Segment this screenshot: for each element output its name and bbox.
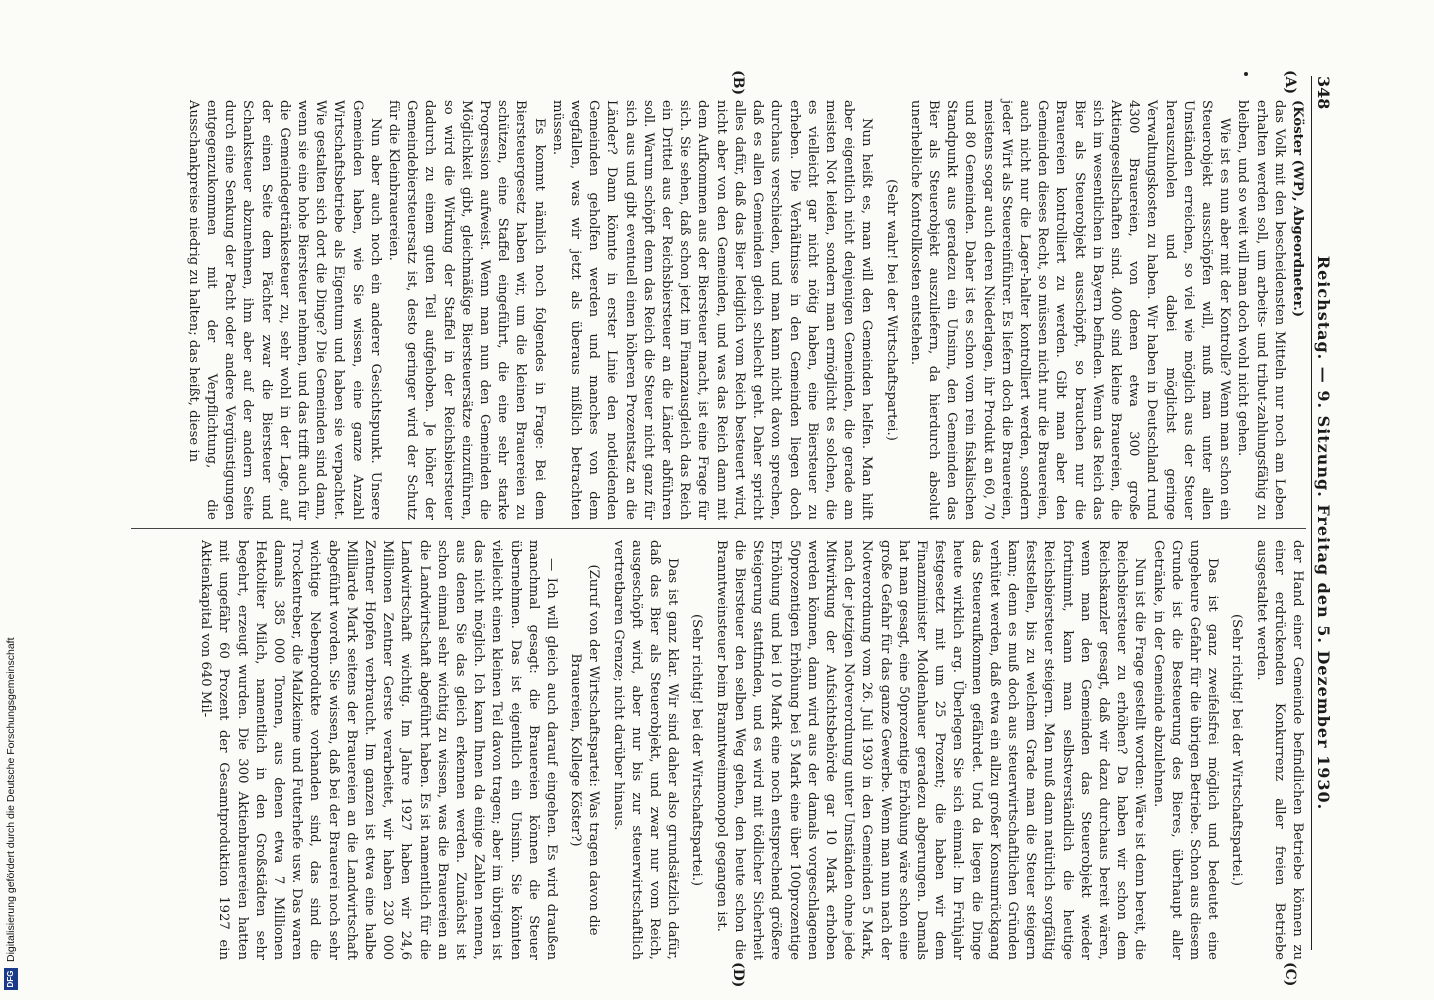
margin-mark-d: (D) <box>730 962 746 988</box>
funding-text: Digitalisierung gefördert durch die Deutsche Forschungsgemeinschaft <box>5 637 17 962</box>
paragraph: Das ist ganz klar. Wir sind daher also grundsätzlich dafür, daß das Bier als Steuerobjekt, und zwar nur vom Reich, ausgeschöpft wird, aber nur bis zur steuerwirtschaftlich vertretbaren Grenze; nicht darüber hinaus. <box>610 540 681 960</box>
interjection: (Sehr richtig! bei der Wirtschaftspartei.) <box>1229 613 1245 887</box>
funding-note <box>0 0 22 1000</box>
paragraph: das Volk mit den bescheidensten Mitteln nur noch am Leben erhalten werden soll, um arbeits- und tribut-zahlungsfähig zu bleiben, und so weit will man doch wohl nicht gehen. <box>1235 100 1287 520</box>
dfg-logo: DFG <box>4 968 18 990</box>
page-number: 348 <box>1314 76 1334 110</box>
interjection: (Zuruf von der Wirtschaftspartei: Was tragen davon die Brauereien, Kollege Köster?) <box>568 564 602 936</box>
paragraph: — Ich will gleich auch darauf eingehen. Es wird draußen manchmal gesagt: die Brauereien können die Steuer übernehmen. Das ist eigentlich ein Unsinn. Sie könnten vielleicht einen kleinen Teil davon tragen; aber im übrigen ist das nicht möglich. Ich kann Ihnen da einige Zahlen nennen, aus denen Sie das gleich erkennen werden. Zunächst ist schon einmal sehr wichtig zu wissen, was die Brauereien an die Landwirtschaft abgeführt haben. Es ist namentlich für die Landwirtschaft wichtig. Im Jahre 1927 haben wir 24,6 Millionen Zentner Gerste verarbeitet, wir haben 230 000 Zentner Hopfen verbraucht. Im ganzen ist etwa eine halbe Milliarde Mark seitens der Brauereien an die Landwirtschaft abgeführt worden. Sie wissen, daß bei der Brauerei noch sehr wichtige Nebenprodukte vorhanden sind, das sind die Trockentreber, die Malzkeime und Futterhefe usw. Das waren damals 385 000 Tonnen, aus denen etwa 7 Millionen Hektoliter Milch, namentlich in den Großstädten sehr begehrt, erzeugt wurden. Die 300 Aktienbrauereien hatten mit ungefähr 60 Prozent der Gesamtproduktion 1927 ein Aktienkapital von 640 Mil- <box>198 540 560 960</box>
paragraph: Es kommt nämlich noch folgendes in Frage: Bei dem Biersteuergesetz haben wir, um die kleinen Brauereien zu schützen, eine Staffel eingeführt, die eine sehr starke Progression aufweist. Wenn man nun den Gemeinden die Möglichkeit gibt, gleichmäßige Biersteuersätze einzuführen, so wird die Wirkung der Staffel in der Reichsbiersteuer dadurch zu einem guten Teil aufgehoben. Je höher der Gemeindebiersteuersatz ist, desto geringer wird der Schutz für die Kleinbrauereien. <box>386 100 547 520</box>
paragraph: der Hand einer Gemeinde befindlichen Betriebe können zu einer erdrückenden Konkurrenz aller freien Betriebe ausgestaltet werden. <box>1253 540 1305 960</box>
paragraph: Nun aber auch noch ein anderer Gesichtspunkt. Unsere Gemeinden haben, wie Sie wissen, eine ganze Anzahl Wirtschaftsbetriebe als Eigentum und haben sie verpachtet. Wie gestalten sich dort die Dinge? Die Gemeinden sind dann, wenn sie eine hohe Biersteuer nehmen, und das trifft auch für die Gemeindegetränkesteuer zu, sehr wohl in der Lage, auf der einen Seite dem Pächter zwar die Biersteuer und Schanksteuer abzunehmen, ihm aber auf der andern Seite durch eine Senkung der Pacht oder andere Vergünstigungen entgegenzukommen mit der Verpflichtung, die Ausschankpreise niedrig zu halten; das heißt, diese in <box>185 100 383 520</box>
left-column <box>184 100 1306 520</box>
page-header <box>1311 76 1336 950</box>
speaker-line: (Köster (WP), Abgeordneter.) <box>1290 100 1305 318</box>
paragraph: Wie ist es nun aber mit der Kontrolle? Wenn man schon ein Steuerobjekt ausschöpfen will, muß man unter allen Umständen erreichen, so viel wie möglich aus der Steuer herauszuholen und dabei möglichst geringe Verwaltungskosten zu haben. Wir haben in Deutschland rund 4300 Brauereien, von denen etwa 300 große Aktiengesellschaften sind. 4000 sind kleine Brauereien, die sich im wesentlichen in Bayern befinden. Wenn das Reich das Bier als Steuerobjekt ausschöpft, so brauchen nur die Brauereien kontrolliert zu werden. Gibt man aber den Gemeinden dieses Recht, so müssen nicht nur die Brauereien, auch nicht nur die Lager-halter kontrolliert werden, sondern jeder Wirt als Steuereinführer. Es liefern doch die Brauereien, meistens sogar auch deren Niederlagen, ihr Produkt an 60, 70 und 80 Gemeinden. Daher ist es schon vom rein fiskalischen Standpunkt aus geradezu ein Unsinn, den Gemeinden das Bier als Steuerobjekt auszuliefern, da hierdurch absolut unerhebliche Kontrollkosten entstehen. <box>907 100 1233 520</box>
interjection: (Sehr wahr! bei der Wirtschaftspartei.) <box>883 179 899 441</box>
paragraph: Nun heißt es, man will den Gemeinden helfen. Man hilft aber eigentlich nicht denjenigen Gemeinden, die gerade am meisten Not leiden, sondern man ermöglicht es solchen, die es vielleicht gar nicht nötig haben, eine Biersteuer zu erheben. Die Verhältnisse in den Gemeinden liegen doch durchaus verschieden, und man kann nicht davon sprechen, daß es allen Gemeinden gleich schlecht geht. Daher spricht alles dafür, daß das Bier lediglich vom Reich besteuert wird, nicht aber von den Gemeinden, und was das Reich dann mit dem Aufkommen aus der Biersteuer macht, ist eine Frage für sich. Sie sehen, daß schon jetzt im Finanzausgleich das Reich ein Drittel aus der Reichsbiersteuer an die Länder abführen soll. Warum schöpft denn das Reich die Steuer nicht ganz für sich aus und gibt eventuell einen höheren Prozentsatz an die Länder? Dann könnte in erster Linie den notleidenden Gemeinden geholfen werden und manches von dem wegfallen, was wir jetzt als überaus mißlich betrachten müssen. <box>549 100 875 520</box>
right-column <box>196 540 1306 960</box>
paragraph: Das ist ganz zweifelsfrei möglich und bedeutet eine ungeheure Gefahr für die übrigen Betriebe. Schon aus diesem Grunde ist die Besteuerung des Bieres, überhaupt aller Getränke, in der Gemeinde abzulehnen. <box>1150 540 1221 960</box>
column-divider <box>131 528 1306 529</box>
ink-speck <box>1244 72 1248 76</box>
margin-mark-b: (B) <box>730 70 746 96</box>
margin-mark-c: (C) <box>1282 962 1298 987</box>
margin-mark-a: (A) <box>1282 70 1298 95</box>
running-title: Reichstag. — 9. Sitzung. Freitag den 5. Dezember 1930. <box>1314 255 1334 811</box>
paragraph: Nun ist die Frage gestellt worden: Wäre ist denn bereit, die Reichsbiersteuer zu erhöhen? Da haben wir schon dem Reichskanzler gesagt, daß wir dazu durchaus bereit wären, wenn man den Gemeinden das Steuerobjekt wieder fortnimmt, kann man selbstverständlich die heutige Reichsbiersteuer steigern. Man muß dann natürlich sorgfältig feststellen, bis zu welchem Grade man die Steuer steigern kann; denn es muß doch aus steuerwirtschaftlichen Gründen verhütet werden, daß etwa ein allzu großer Konsumrückgang das Steueraufkommen gefährdet. Und da liegen die Dinge heute wirklich arg. Überlegen Sie sich einmal: Im Frühjahr festgesetzt mit um 25 Prozent; die haben wir dem Finanzminister Moldenhauer geradezu abgerungen. Damals hat man gesagt, eine 50prozentige Erhöhung wäre schon eine große Gefahr für das ganze Gewerbe. Wenn man nun nach der Notverordnung vom 26. Juli 1930 in den Gemeinden 5 Mark, nach der jetzigen Notverordnung unter Umständen ohne jede Mitwirkung der Aufsichtsbehörde gar 10 Mark erhoben werden können, dann wird aus der damals vorgeschlagenen 50prozentigen Erhöhung bei 5 Mark eine über 100prozentige Erhöhung und bei 10 Mark eine noch entsprechend größere Steigerung stattfinden, und es wird mit tödlicher Sicherheit die Biersteuer den selben Weg gehen, den heute schon die Branntweinsteuer beim Branntweinmonopol gegangen ist. <box>713 540 1148 960</box>
interjection: (Sehr richtig! bei der Wirtschaftspartei.) <box>689 613 705 887</box>
